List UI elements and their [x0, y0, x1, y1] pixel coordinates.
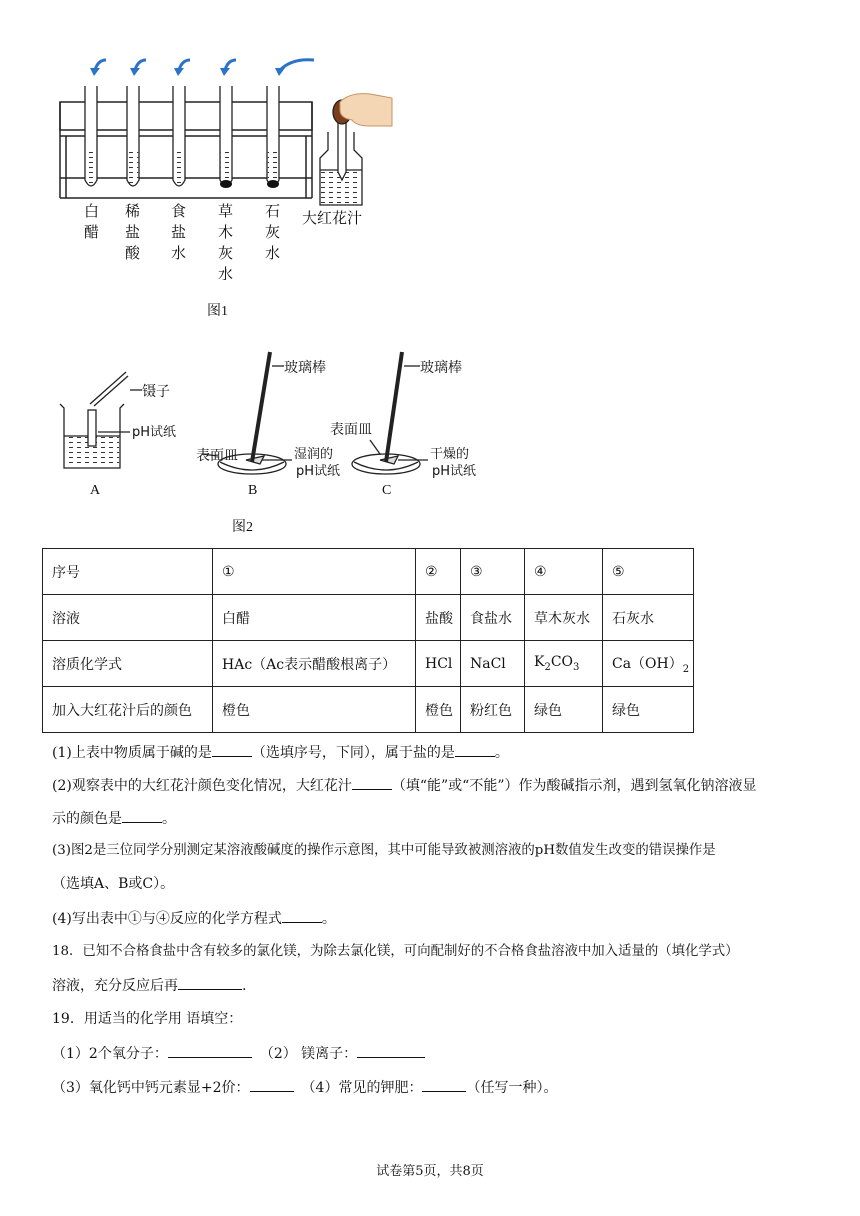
svg-text:灰: 灰 — [265, 223, 281, 241]
table-cell: ④ — [525, 549, 603, 595]
question-19-line-2: （3）氧化钙中钙元素显+2价： （4）常见的钾肥： （任写一种）。 — [52, 1077, 557, 1098]
answer-blank[interactable] — [455, 742, 495, 757]
table-row — [43, 687, 694, 733]
table-cell: 石灰水 — [603, 595, 694, 641]
table-cell: HCl — [416, 641, 461, 687]
answer-blank[interactable] — [352, 775, 392, 790]
svg-text:灰: 灰 — [218, 244, 234, 262]
table-cell: 草木灰水 — [525, 595, 603, 641]
tube-4 — [220, 86, 232, 188]
beaker-setup-a — [60, 372, 142, 468]
table-cell: $K_2CO_3$ — [525, 641, 603, 687]
svg-text:食: 食 — [171, 202, 187, 220]
question-19: 19．用适当的化学用 语填空： — [52, 1011, 243, 1027]
answer-blank[interactable] — [122, 808, 162, 823]
table-cell: ⑤ — [603, 549, 694, 595]
page-footer: 试卷第5页，共8页 — [376, 1164, 484, 1179]
dry-paper-label-c2: pH试纸 — [432, 464, 477, 479]
question-19-line-1: （1）2个氧分子： （2） 镁离子： — [52, 1043, 425, 1064]
svg-text:盐: 盐 — [125, 223, 141, 241]
table-cell: 粉红色 — [461, 687, 525, 733]
table-cell: HAc（Ac表示醋酸根离子） — [213, 641, 416, 687]
table-cell: 食盐水 — [461, 595, 525, 641]
table-cell: ② — [416, 549, 461, 595]
wet-paper-label-b1: 湿润的 — [294, 447, 334, 462]
tube-5 — [267, 86, 279, 188]
tube-label-4 — [218, 202, 233, 280]
tube-2 — [127, 86, 139, 186]
answer-blank[interactable] — [212, 742, 252, 757]
watch-glass-setup-c — [352, 352, 428, 474]
answer-blank[interactable] — [250, 1077, 294, 1092]
svg-text:草: 草 — [218, 202, 234, 220]
table-cell: 溶液 — [43, 595, 213, 641]
question-2-line-2: 示的颜色是 。 — [52, 808, 176, 829]
svg-text:水: 水 — [265, 244, 281, 262]
answer-blank[interactable] — [357, 1043, 425, 1058]
svg-text:石: 石 — [265, 202, 281, 220]
table-cell: 加入大红花汁后的颜色 — [43, 687, 213, 733]
letter-a: A — [90, 483, 101, 498]
tube-3 — [173, 86, 185, 186]
question-1: (1)上表中物质属于碱的是 （选填序号，下同），属于盐的是 。 — [52, 742, 509, 763]
figure-2-caption: 图2 — [232, 520, 253, 535]
table-cell: 序号 — [43, 549, 213, 595]
indicator-table — [42, 548, 694, 733]
tube-label-1 — [84, 202, 99, 241]
table-cell: $Ca(OH)_2$ — [603, 641, 694, 687]
question-4: (4)写出表中①与④反应的化学方程式 。 — [52, 908, 336, 929]
letter-c: C — [382, 483, 392, 498]
table-row — [43, 595, 694, 641]
table-cell: NaCl — [461, 641, 525, 687]
svg-text:木: 木 — [218, 223, 234, 241]
glass-rod-label-b: 玻璃棒 — [284, 360, 326, 376]
answer-blank[interactable] — [168, 1043, 252, 1058]
tube-label-2 — [125, 202, 141, 262]
answer-blank[interactable] — [422, 1077, 466, 1092]
svg-text:白: 白 — [84, 202, 100, 220]
svg-text:水: 水 — [218, 265, 234, 280]
table-cell: ① — [213, 549, 416, 595]
table-cell: 白醋 — [213, 595, 416, 641]
table-cell: 盐酸 — [416, 595, 461, 641]
question-18-line-1: 18．已知不合格食盐中含有较多的氯化镁，为除去氯化镁，可向配制好的不合格食盐溶液中加入适量的（填化学式） — [52, 944, 739, 959]
svg-text:酸: 酸 — [125, 244, 141, 262]
dry-paper-label-c1: 干燥的 — [430, 447, 470, 462]
question-3-line-2: （选填A、B或C）。 — [52, 876, 175, 892]
table-cell: 绿色 — [603, 687, 694, 733]
table-cell: 橙色 — [213, 687, 416, 733]
question-18-line-2: 溶液，充分反应后再 . — [52, 975, 246, 996]
figure-2 — [52, 340, 492, 505]
bottle-label: 大红花汁 — [302, 209, 363, 227]
question-3-line-1: (3)图2是三位同学分别测定某溶液酸碱度的操作示意图，其中可能导致被测溶液的pH数值发生改变的错误操作是 — [52, 843, 716, 858]
svg-text:盐: 盐 — [171, 223, 187, 241]
figure-1 — [40, 40, 400, 280]
tube-label-3 — [171, 202, 186, 262]
table-cell: 溶质化学式 — [43, 641, 213, 687]
tube-label-5 — [265, 202, 280, 262]
ph-paper-label-a: pH试纸 — [132, 425, 177, 440]
svg-text:醋: 醋 — [84, 223, 100, 241]
table-row — [43, 641, 694, 687]
glass-rod-label-c: 玻璃棒 — [420, 360, 462, 376]
letter-b: B — [248, 483, 258, 498]
table-cell: 橙色 — [416, 687, 461, 733]
svg-text:稀: 稀 — [125, 202, 141, 220]
svg-text:水: 水 — [171, 244, 187, 262]
table-cell: 绿色 — [525, 687, 603, 733]
wet-paper-label-b2: pH试纸 — [296, 464, 341, 479]
table-cell: ③ — [461, 549, 525, 595]
tube-1 — [85, 86, 97, 186]
watch-glass-label-b: 表面皿 — [196, 448, 238, 464]
watch-glass-label-c: 表面皿 — [330, 422, 372, 438]
answer-blank[interactable] — [282, 908, 322, 923]
answer-blank[interactable] — [178, 975, 242, 990]
table-row — [43, 549, 694, 595]
tweezers-label: 镊子 — [142, 384, 170, 400]
question-2-line-1: (2)观察表中的大红花汁颜色变化情况，大红花汁 （填“能”或“不能”）作为酸碱指示剂，遇到氢氧化钠溶液显 — [52, 775, 756, 796]
figure-1-caption: 图1 — [207, 304, 228, 319]
